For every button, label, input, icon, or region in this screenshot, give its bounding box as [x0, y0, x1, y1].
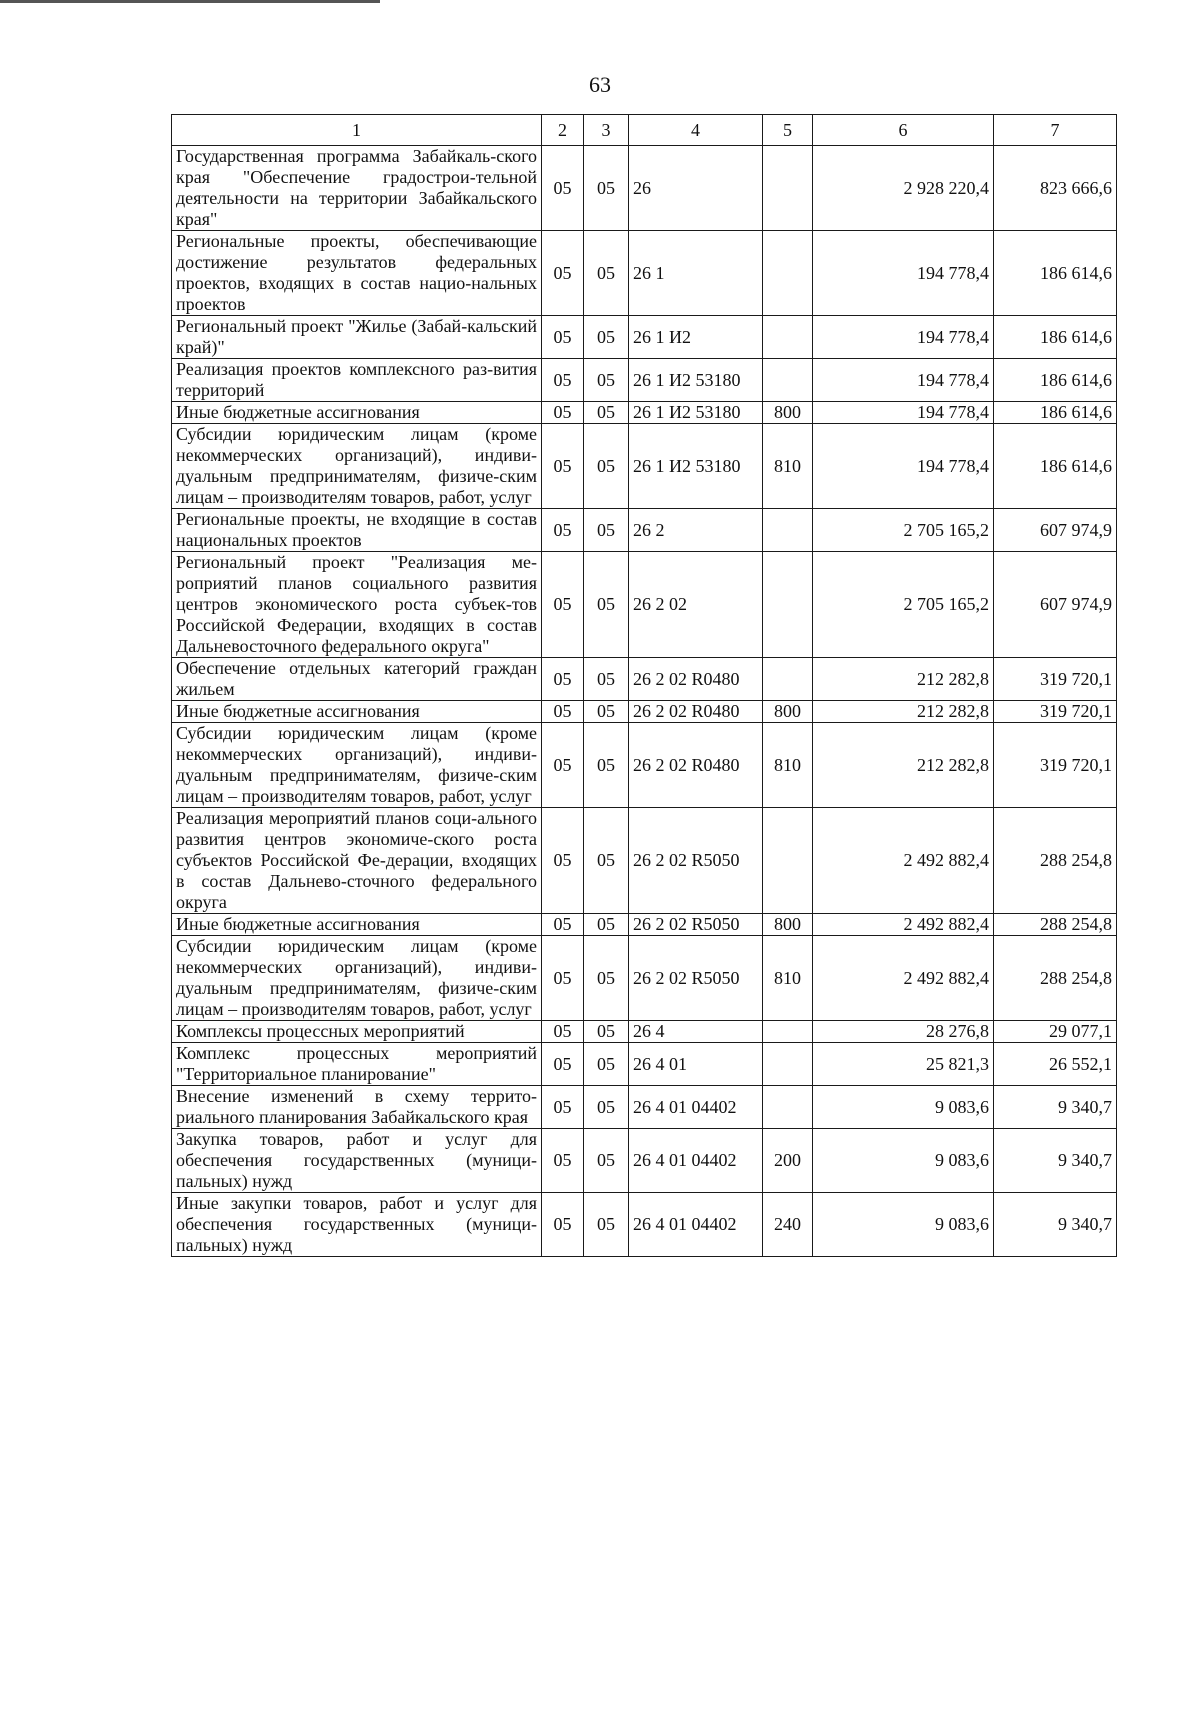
- expense-type-cell: [763, 808, 813, 914]
- amount-col6-cell: 2 705 165,2: [813, 509, 994, 552]
- subsection-code-cell: 05: [584, 231, 629, 316]
- amount-col6-cell: 2 492 882,4: [813, 936, 994, 1021]
- row-name-cell: Субсидии юридическим лицам (кроме некоммерческих организаций), индиви-дуальным предпринимателям, физиче-ским лицам – производителям товаров, работ, услуг: [172, 723, 542, 808]
- target-article-cell: 26: [629, 146, 763, 231]
- section-code-cell: 05: [542, 1193, 584, 1257]
- section-code-cell: 05: [542, 509, 584, 552]
- page-number: 63: [589, 72, 611, 97]
- row-name-cell: Реализация мероприятий планов соци-ального развития центров экономиче-ского роста субъектов Российской Фе-дерации, входящих в состав Дальнево-сточного федерального округа: [172, 808, 542, 914]
- table-row: [172, 1086, 1117, 1129]
- amount-col6-cell: 194 778,4: [813, 424, 994, 509]
- section-code-cell: 05: [542, 1086, 584, 1129]
- section-code-cell: 05: [542, 359, 584, 402]
- row-name-cell: Комплексы процессных мероприятий: [172, 1021, 542, 1043]
- target-article-cell: 26 1 И2 53180: [629, 402, 763, 424]
- subsection-code-cell: 05: [584, 552, 629, 658]
- expense-type-cell: 810: [763, 936, 813, 1021]
- header-row: [172, 115, 1117, 146]
- row-name-cell: Обеспечение отдельных категорий граждан жильем: [172, 658, 542, 701]
- budget-table: [171, 114, 1117, 1257]
- expense-type-cell: 800: [763, 914, 813, 936]
- section-code-cell: 05: [542, 808, 584, 914]
- table-row: [172, 231, 1117, 316]
- row-name-cell: Иные бюджетные ассигнования: [172, 402, 542, 424]
- row-name-cell: Региональные проекты, не входящие в состав национальных проектов: [172, 509, 542, 552]
- subsection-code-cell: 05: [584, 1043, 629, 1086]
- table-row: [172, 1193, 1117, 1257]
- section-code-cell: 05: [542, 316, 584, 359]
- subsection-code-cell: 05: [584, 1129, 629, 1193]
- amount-col7-cell: 288 254,8: [994, 936, 1117, 1021]
- expense-type-cell: [763, 316, 813, 359]
- section-code-cell: 05: [542, 723, 584, 808]
- expense-type-cell: 810: [763, 723, 813, 808]
- row-name-cell: Субсидии юридическим лицам (кроме некоммерческих организаций), индиви-дуальным предпринимателям, физиче-ским лицам – производителям товаров, работ, услуг: [172, 424, 542, 509]
- column-header: 7: [994, 115, 1117, 146]
- amount-col7-cell: 186 614,6: [994, 359, 1117, 402]
- amount-col6-cell: 2 492 882,4: [813, 914, 994, 936]
- table-row: [172, 552, 1117, 658]
- row-name-cell: Иные бюджетные ассигнования: [172, 914, 542, 936]
- table-row: [172, 1129, 1117, 1193]
- table-row: [172, 658, 1117, 701]
- amount-col7-cell: 288 254,8: [994, 914, 1117, 936]
- amount-col7-cell: 9 340,7: [994, 1086, 1117, 1129]
- target-article-cell: 26 4 01 04402: [629, 1086, 763, 1129]
- target-article-cell: 26 1 И2 53180: [629, 424, 763, 509]
- amount-col6-cell: 9 083,6: [813, 1086, 994, 1129]
- amount-col7-cell: 186 614,6: [994, 424, 1117, 509]
- table-row: [172, 1043, 1117, 1086]
- subsection-code-cell: 05: [584, 1021, 629, 1043]
- section-code-cell: 05: [542, 146, 584, 231]
- amount-col7-cell: 607 974,9: [994, 552, 1117, 658]
- expense-type-cell: 800: [763, 402, 813, 424]
- table-row: [172, 424, 1117, 509]
- table-row: [172, 914, 1117, 936]
- target-article-cell: 26 1 И2: [629, 316, 763, 359]
- column-header: 3: [584, 115, 629, 146]
- section-code-cell: 05: [542, 936, 584, 1021]
- expense-type-cell: [763, 509, 813, 552]
- section-code-cell: 05: [542, 402, 584, 424]
- row-name-cell: Закупка товаров, работ и услуг для обеспечения государственных (муници-пальных) нужд: [172, 1129, 542, 1193]
- table-row: [172, 316, 1117, 359]
- amount-col6-cell: 194 778,4: [813, 231, 994, 316]
- column-header: 1: [172, 115, 542, 146]
- table-row: [172, 1021, 1117, 1043]
- target-article-cell: 26 2 02: [629, 552, 763, 658]
- amount-col6-cell: 212 282,8: [813, 658, 994, 701]
- amount-col6-cell: 212 282,8: [813, 723, 994, 808]
- amount-col7-cell: 319 720,1: [994, 701, 1117, 723]
- subsection-code-cell: 05: [584, 936, 629, 1021]
- section-code-cell: 05: [542, 424, 584, 509]
- subsection-code-cell: 05: [584, 424, 629, 509]
- amount-col7-cell: 607 974,9: [994, 509, 1117, 552]
- expense-type-cell: [763, 1021, 813, 1043]
- amount-col6-cell: 2 492 882,4: [813, 808, 994, 914]
- target-article-cell: 26 2: [629, 509, 763, 552]
- expense-type-cell: 240: [763, 1193, 813, 1257]
- expense-type-cell: [763, 658, 813, 701]
- subsection-code-cell: 05: [584, 509, 629, 552]
- subsection-code-cell: 05: [584, 1193, 629, 1257]
- row-name-cell: Региональный проект "Реализация ме-роприятий планов социального развития центров экономического роста субъек-тов Российской Федерации, входящих в состав Дальневосточного федерального округа": [172, 552, 542, 658]
- target-article-cell: 26 2 02 R0480: [629, 723, 763, 808]
- expense-type-cell: [763, 1043, 813, 1086]
- section-code-cell: 05: [542, 231, 584, 316]
- target-article-cell: 26 2 02 R5050: [629, 914, 763, 936]
- column-header: 6: [813, 115, 994, 146]
- expense-type-cell: [763, 146, 813, 231]
- table-row: [172, 509, 1117, 552]
- table-row: [172, 936, 1117, 1021]
- section-code-cell: 05: [542, 914, 584, 936]
- table-row: [172, 359, 1117, 402]
- amount-col7-cell: 823 666,6: [994, 146, 1117, 231]
- section-code-cell: 05: [542, 1021, 584, 1043]
- subsection-code-cell: 05: [584, 316, 629, 359]
- expense-type-cell: [763, 359, 813, 402]
- section-code-cell: 05: [542, 658, 584, 701]
- table-row: [172, 402, 1117, 424]
- expense-type-cell: 200: [763, 1129, 813, 1193]
- row-name-cell: Региональные проекты, обеспечивающие достижение результатов федеральных проектов, входящих в состав нацио-нальных проектов: [172, 231, 542, 316]
- amount-col6-cell: 9 083,6: [813, 1193, 994, 1257]
- target-article-cell: 26 2 02 R5050: [629, 936, 763, 1021]
- amount-col7-cell: 186 614,6: [994, 231, 1117, 316]
- target-article-cell: 26 2 02 R0480: [629, 658, 763, 701]
- target-article-cell: 26 4 01 04402: [629, 1129, 763, 1193]
- column-header: 2: [542, 115, 584, 146]
- amount-col7-cell: 29 077,1: [994, 1021, 1117, 1043]
- row-name-cell: Иные закупки товаров, работ и услуг для обеспечения государственных (муници-пальных) нужд: [172, 1193, 542, 1257]
- target-article-cell: 26 4 01: [629, 1043, 763, 1086]
- amount-col7-cell: 26 552,1: [994, 1043, 1117, 1086]
- row-name-cell: Реализация проектов комплексного раз-вития территорий: [172, 359, 542, 402]
- row-name-cell: Иные бюджетные ассигнования: [172, 701, 542, 723]
- amount-col6-cell: 194 778,4: [813, 359, 994, 402]
- amount-col7-cell: 319 720,1: [994, 723, 1117, 808]
- scan-edge-line: [0, 0, 380, 3]
- amount-col7-cell: 186 614,6: [994, 402, 1117, 424]
- table-row: [172, 723, 1117, 808]
- amount-col7-cell: 9 340,7: [994, 1129, 1117, 1193]
- expense-type-cell: [763, 231, 813, 316]
- subsection-code-cell: 05: [584, 1086, 629, 1129]
- target-article-cell: 26 2 02 R5050: [629, 808, 763, 914]
- amount-col6-cell: 194 778,4: [813, 402, 994, 424]
- amount-col6-cell: 28 276,8: [813, 1021, 994, 1043]
- table-row: [172, 701, 1117, 723]
- section-code-cell: 05: [542, 1129, 584, 1193]
- row-name-cell: Государственная программа Забайкаль-ского края "Обеспечение градострои-тельной деятельности на территории Забайкальского края": [172, 146, 542, 231]
- amount-col6-cell: 9 083,6: [813, 1129, 994, 1193]
- amount-col6-cell: 212 282,8: [813, 701, 994, 723]
- target-article-cell: 26 2 02 R0480: [629, 701, 763, 723]
- amount-col6-cell: 2 705 165,2: [813, 552, 994, 658]
- section-code-cell: 05: [542, 701, 584, 723]
- subsection-code-cell: 05: [584, 146, 629, 231]
- target-article-cell: 26 1 И2 53180: [629, 359, 763, 402]
- row-name-cell: Региональный проект "Жилье (Забай-кальский край)": [172, 316, 542, 359]
- amount-col7-cell: 319 720,1: [994, 658, 1117, 701]
- subsection-code-cell: 05: [584, 658, 629, 701]
- amount-col6-cell: 25 821,3: [813, 1043, 994, 1086]
- section-code-cell: 05: [542, 1043, 584, 1086]
- table-row: [172, 808, 1117, 914]
- row-name-cell: Субсидии юридическим лицам (кроме некоммерческих организаций), индиви-дуальным предпринимателям, физиче-ским лицам – производителям товаров, работ, услуг: [172, 936, 542, 1021]
- section-code-cell: 05: [542, 552, 584, 658]
- subsection-code-cell: 05: [584, 359, 629, 402]
- column-header: 5: [763, 115, 813, 146]
- subsection-code-cell: 05: [584, 701, 629, 723]
- amount-col6-cell: 2 928 220,4: [813, 146, 994, 231]
- target-article-cell: 26 4 01 04402: [629, 1193, 763, 1257]
- amount-col7-cell: 186 614,6: [994, 316, 1117, 359]
- row-name-cell: Комплекс процессных мероприятий "Территориальное планирование": [172, 1043, 542, 1086]
- row-name-cell: Внесение изменений в схему террито-риального планирования Забайкальского края: [172, 1086, 542, 1129]
- expense-type-cell: 800: [763, 701, 813, 723]
- subsection-code-cell: 05: [584, 402, 629, 424]
- target-article-cell: 26 1: [629, 231, 763, 316]
- amount-col6-cell: 194 778,4: [813, 316, 994, 359]
- target-article-cell: 26 4: [629, 1021, 763, 1043]
- table-row: [172, 146, 1117, 231]
- expense-type-cell: [763, 552, 813, 658]
- amount-col7-cell: 288 254,8: [994, 808, 1117, 914]
- subsection-code-cell: 05: [584, 723, 629, 808]
- subsection-code-cell: 05: [584, 914, 629, 936]
- expense-type-cell: [763, 1086, 813, 1129]
- amount-col7-cell: 9 340,7: [994, 1193, 1117, 1257]
- column-header: 4: [629, 115, 763, 146]
- subsection-code-cell: 05: [584, 808, 629, 914]
- expense-type-cell: 810: [763, 424, 813, 509]
